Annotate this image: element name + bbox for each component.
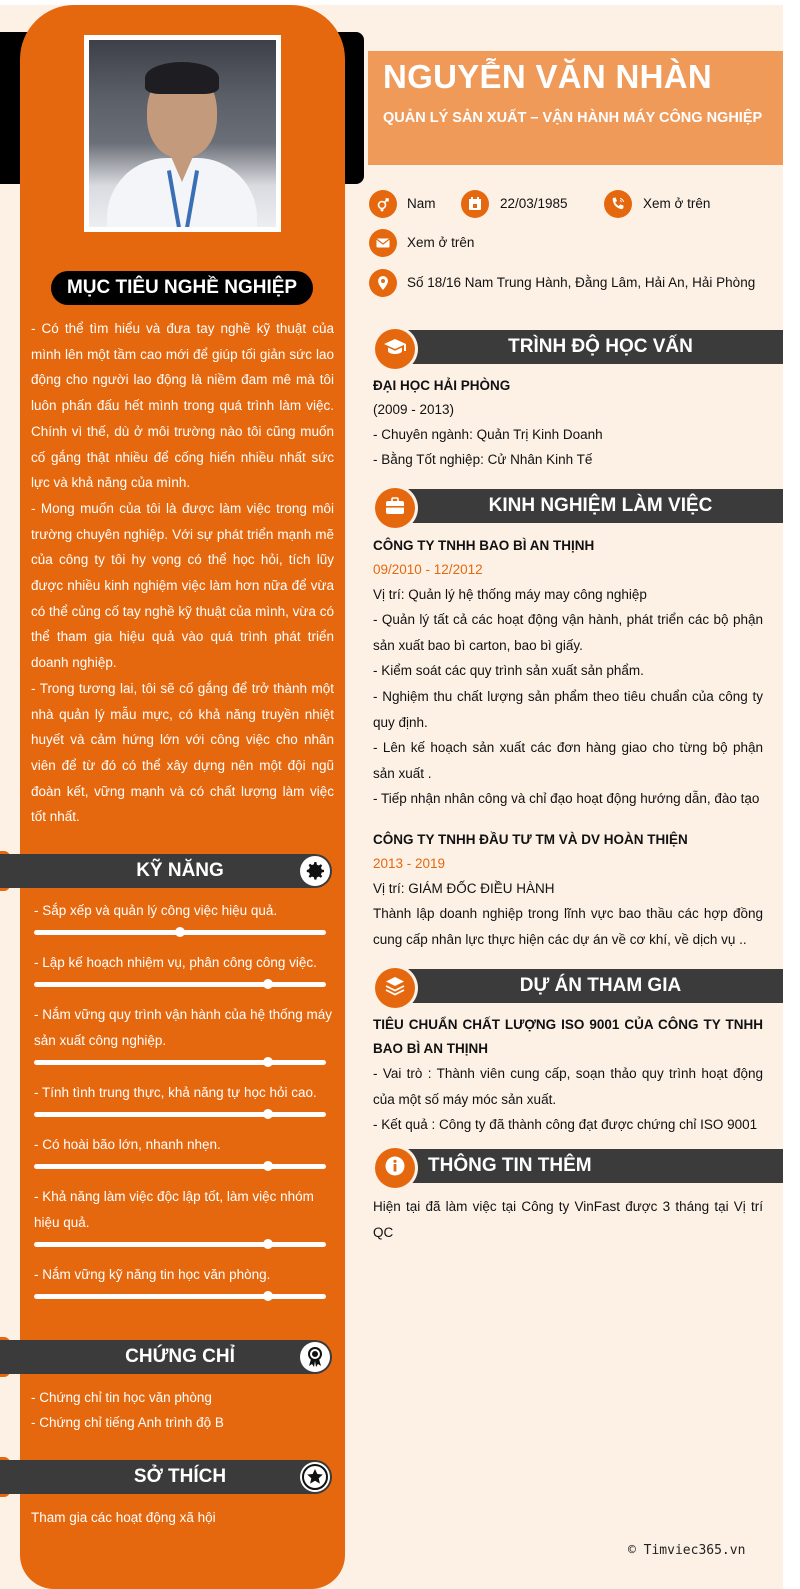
job-position: Vị trí: Quản lý hệ thống máy may công nghiệp (373, 587, 647, 602)
experience-title: KINH NGHIỆM LÀM VIỆC (488, 495, 713, 516)
job-duty: - Kiểm soát các quy trình sản xuất sản phẩm. (373, 663, 644, 678)
skill-level-dot (263, 1057, 273, 1067)
experience-header (372, 487, 783, 527)
job-duty: - Nghiệm thu chất lượng sản phẩm theo tiêu chuẩn của công ty quy định. (373, 689, 763, 730)
skills-title: KỸ NĂNG (136, 860, 224, 881)
skill-level-dot (175, 927, 185, 937)
job-period: 09/2010 - 12/2012 (373, 562, 483, 577)
hobbies-header (0, 1460, 332, 1494)
objective-paragraph: - Có thể tìm hiểu và đưa tay nghề kỹ thuật của mình lên một tầm cao mới để giúp tối giản sức lao động cho người lao động là niềm đam mê mà tôi luôn phấn đấu hết mình trong quá trình làm việc. Chính vì thế, dù ở môi trường nào tôi cũng muốn cố gắng thật nhiều để cống hiến nhiều nhất sức lực và khả năng của mình. (31, 321, 334, 491)
skill-level-dot (263, 1161, 273, 1171)
skill-level-dot (263, 1239, 273, 1249)
skill-bar (34, 1112, 326, 1117)
footer-credit: © Timviec365.vn (628, 1543, 746, 1558)
job-duty: - Quản lý tất cả các hoạt động vận hành, phát triển các bộ phận sản xuất bao bì carton, bao bì giấy. (373, 612, 763, 653)
candidate-name: NGUYỄN VĂN NHÀN (383, 58, 713, 95)
skill-bar (34, 1242, 326, 1247)
skills-header (0, 854, 332, 888)
birthday-value: 22/03/1985 (500, 196, 568, 211)
hobbies-title: SỞ THÍCH (133, 1466, 227, 1487)
certificates-title: CHỨNG CHỈ (125, 1346, 235, 1367)
graduation-cap-icon (383, 335, 407, 364)
education-major: - Chuyên ngành: Quản Trị Kinh Doanh (373, 427, 603, 442)
project-role: - Vai trò : Thành viên cung cấp, soạn thảo quy trình hoạt động của một số máy móc sản xuất. (373, 1066, 763, 1107)
education-header (372, 328, 783, 368)
project-result: - Kết quả : Công ty đã thành công đạt được chứng chỉ ISO 9001 (373, 1117, 758, 1132)
skill-item: - Tính tình trung thực, khả năng tự học hỏi cao. (34, 1085, 317, 1100)
job-duty: - Lên kế hoạch sản xuất các đơn hàng giao cho từng bộ phận sản xuất . (373, 740, 763, 781)
certificate-item: - Chứng chỉ tiếng Anh trình độ B (31, 1415, 224, 1430)
certificates-header (0, 1340, 332, 1374)
profile-photo (84, 35, 281, 232)
skill-item: - Khả năng làm việc độc lập tốt, làm việc nhóm hiệu quả. (34, 1189, 314, 1230)
calendar-icon (461, 190, 489, 218)
phone-value: Xem ở trên (643, 196, 711, 211)
projects-title: DỰ ÁN THAM GIA (519, 975, 682, 996)
objective-paragraph: - Trong tương lai, tôi sẽ cố gắng để trở thành một nhà quản lý mẫu mực, có khả năng truyền nhiệt huyết và cảm hứng lớn với công việc cho nhân viên để từ đó có thể xây dựng nên một đội ngũ đoàn kết, vững mạnh và có chất lượng làm việc tốt nhất. (31, 680, 334, 825)
education-degree: - Bằng Tốt nghiệp: Cử Nhân Kinh Tế (373, 452, 593, 467)
skill-item: - Nắm vững kỹ năng tin học văn phòng. (34, 1267, 271, 1282)
briefcase-icon (384, 495, 406, 522)
additional-text: Hiện tại đã làm việc tại Công ty VinFast được 3 tháng tại Vị trí QC (373, 1199, 763, 1240)
email-icon (369, 229, 397, 257)
project-name: TIÊU CHUẨN CHẤT LƯỢNG ISO 9001 CỦA CÔNG TY TNHH BAO BÌ AN THỊNH (373, 1017, 763, 1056)
layers-icon (384, 975, 406, 1002)
education-school: ĐẠI HỌC HẢI PHÒNG (373, 378, 511, 393)
skill-item: - Có hoài bão lớn, nhanh nhẹn. (34, 1137, 221, 1152)
skill-bar (34, 1164, 326, 1169)
job-period: 2013 - 2019 (373, 856, 446, 871)
gender-icon (369, 190, 397, 218)
skill-bar (34, 1294, 326, 1299)
job-company: CÔNG TY TNHH BAO BÌ AN THỊNH (373, 538, 595, 553)
award-icon (300, 1342, 330, 1372)
objective-title: MỤC TIÊU NGHỀ NGHIỆP (51, 271, 313, 305)
skill-item: - Nắm vững quy trình vận hành của hệ thống máy sản xuất công nghiệp. (34, 1007, 332, 1048)
job-position: Vị trí: GIÁM ĐỐC ĐIỀU HÀNH (373, 881, 555, 896)
certificate-item: - Chứng chỉ tin học văn phòng (31, 1390, 212, 1405)
gear-icon (300, 856, 330, 886)
projects-header (372, 967, 783, 1007)
info-icon (384, 1155, 406, 1182)
hobbies-text: Tham gia các hoạt động xã hội (31, 1510, 216, 1525)
job-duty: - Tiếp nhận nhân công và chỉ đạo hoạt động hướng dẫn, đào tạo (373, 791, 760, 806)
objective-paragraph: - Mong muốn của tôi là được làm việc trong môi trường chuyên nghiệp. Với sự phát triển mạnh mẽ của công ty tôi hy vọng có thể học hỏi, tích lũy được nhiều kinh nghiệm việc làm hơn nữa để vừa có thể củng cố tay nghề kỹ thuật của mình, vừa có thể tham gia hiệu quả vào quá trình phát triển doanh nghiệp. (31, 500, 334, 671)
skill-item: - Lập kế hoạch nhiệm vụ, phân công công việc. (34, 955, 317, 970)
education-period: (2009 - 2013) (373, 402, 455, 417)
address-value: Số 18/16 Nam Trung Hành, Đằng Lâm, Hải An, Hải Phòng (407, 275, 756, 290)
gender-value: Nam (407, 196, 436, 211)
candidate-role: QUẢN LÝ SẢN XUẤT – VẬN HÀNH MÁY CÔNG NGHIỆP (383, 110, 763, 126)
additional-title: THÔNG TIN THÊM (428, 1155, 592, 1176)
skill-bar (34, 930, 326, 935)
skill-item: - Sắp xếp và quản lý công việc hiệu quả. (34, 903, 278, 918)
skill-bar (34, 982, 326, 987)
location-icon (369, 269, 397, 297)
job-duty: Thành lập doanh nghiệp trong lĩnh vực bao thầu các hợp đồng cung cấp nhân lực thực hiện các dự án về cơ khí, về dịch vụ .. (373, 906, 763, 947)
skill-level-dot (263, 979, 273, 989)
job-company: CÔNG TY TNHH ĐẦU TƯ TM VÀ DV HOÀN THIỆN (373, 832, 688, 847)
skill-bar (34, 1060, 326, 1065)
education-title: TRÌNH ĐỘ HỌC VẤN (508, 336, 693, 357)
email-value: Xem ở trên (407, 235, 475, 250)
skill-level-dot (263, 1109, 273, 1119)
additional-header (372, 1147, 783, 1187)
phone-icon (604, 190, 632, 218)
star-icon (300, 1462, 330, 1492)
objective-text (31, 316, 334, 830)
skill-level-dot (263, 1291, 273, 1301)
